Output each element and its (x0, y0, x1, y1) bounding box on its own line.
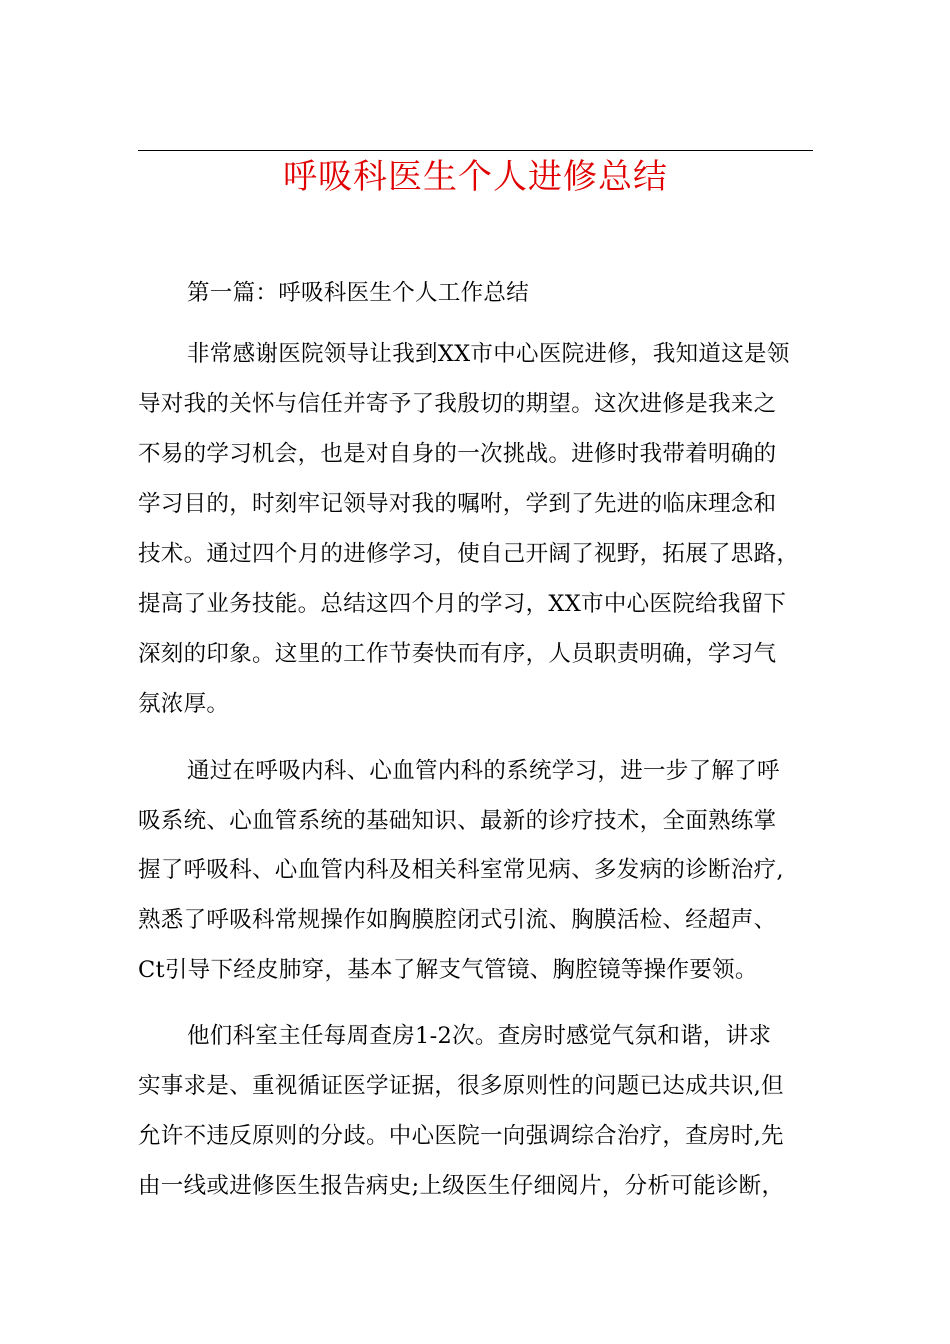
paragraph-1-line-4: 学习目的，时刻牢记领导对我的嘱咐，学到了先进的临床理念和 (138, 491, 777, 517)
paragraph-1-line-8: 氛浓厚。 (138, 691, 230, 717)
header-rule (138, 150, 813, 151)
paragraph-3-line-1: 他们科室主任每周查房1-2次。查房时感觉气氛和谐，讲求 (187, 1023, 772, 1049)
paragraph-3-line-4: 由一线或进修医生报告病史;上级医生仔细阅片，分析可能诊断， (138, 1173, 785, 1199)
paragraph-2-line-2: 吸系统、心血管系统的基础知识、最新的诊疗技术，全面熟练掌 (138, 808, 777, 834)
paragraph-2-line-5: Ct引导下经皮肺穿，基本了解支气管镜、胸腔镜等操作要领。 (138, 957, 758, 983)
section-heading: 第一篇：呼吸科医生个人工作总结 (187, 280, 530, 306)
paragraph-2-line-4: 熟悉了呼吸科常规操作如胸膜腔闭式引流、胸膜活检、经超声、 (138, 907, 777, 933)
paragraph-2-line-3: 握了呼吸科、心血管内科及相关科室常见病、多发病的诊断治疗, (138, 857, 784, 883)
paragraph-3-line-2: 实事求是、重视循证医学证据，很多原则性的问题已达成共识,但 (138, 1073, 784, 1099)
paragraph-1-line-7: 深刻的印象。这里的工作节奏快而有序，人员职责明确，学习气 (138, 641, 777, 667)
paragraph-1-line-1: 非常感谢医院领导让我到XX市中心医院进修，我知道这是领 (187, 341, 790, 367)
paragraph-1-line-6: 提高了业务技能。总结这四个月的学习，XX市中心医院给我留下 (138, 591, 787, 617)
paragraph-1-line-2: 导对我的关怀与信任并寄予了我殷切的期望。这次进修是我来之 (138, 391, 777, 417)
document-title: 呼吸科医生个人进修总结 (283, 157, 668, 197)
paragraph-1-line-3: 不易的学习机会，也是对自身的一次挑战。进修时我带着明确的 (138, 441, 777, 467)
paragraph-1-line-5: 技术。通过四个月的进修学习，使自己开阔了视野，拓展了思路， (138, 541, 800, 567)
paragraph-2-line-1: 通过在呼吸内科、心血管内科的系统学习，进一步了解了呼 (187, 758, 780, 784)
paragraph-3-line-3: 允许不违反原则的分歧。中心医院一向强调综合治疗，查房时,先 (138, 1123, 784, 1149)
